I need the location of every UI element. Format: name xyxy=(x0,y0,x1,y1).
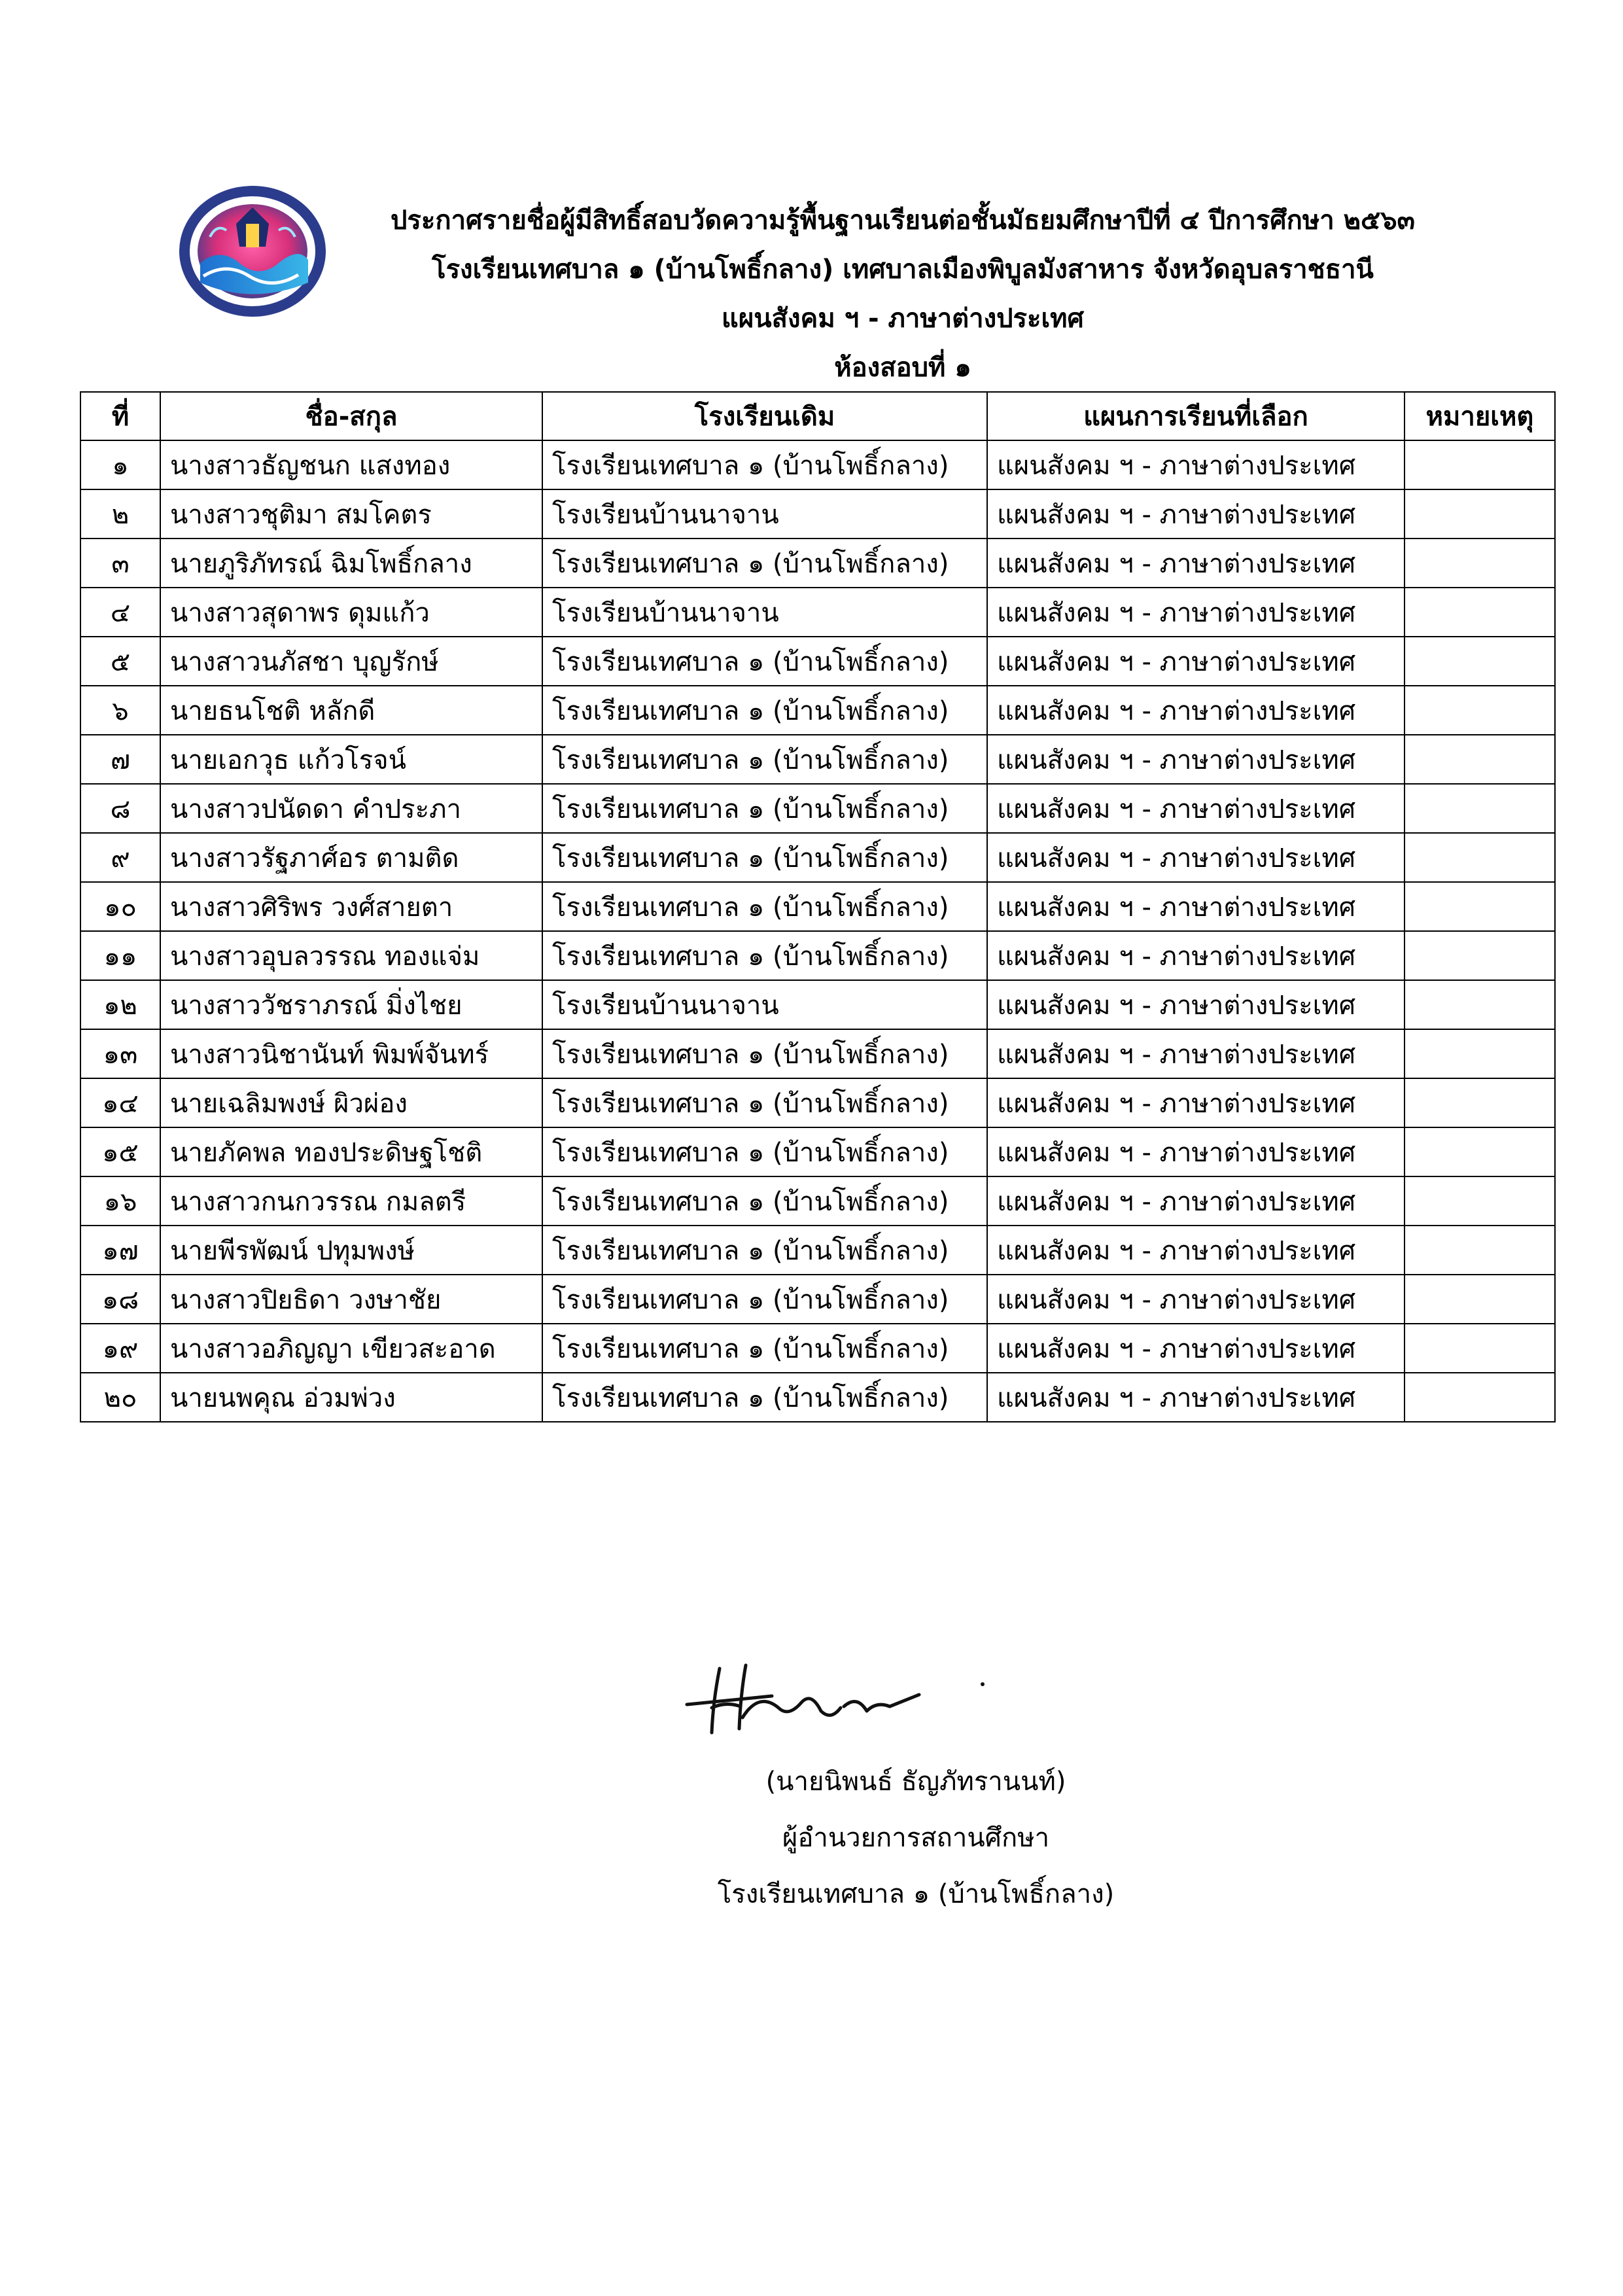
table-body xyxy=(80,440,1555,1422)
previous-school-cell: โรงเรียนบ้านนาจาน xyxy=(542,489,987,539)
remarks-cell xyxy=(1405,539,1555,588)
study-plan-cell: แผนสังคม ฯ - ภาษาต่างประเทศ xyxy=(987,882,1405,931)
previous-school-cell: โรงเรียนเทศบาล ๑ (บ้านโพธิ์กลาง) xyxy=(542,931,987,980)
row-number-cell: ๗ xyxy=(80,735,160,784)
exam-room-title: ห้องสอบที่ ๑ xyxy=(834,353,971,383)
previous-school-cell: โรงเรียนเทศบาล ๑ (บ้านโพธิ์กลาง) xyxy=(542,1275,987,1324)
study-plan-cell: แผนสังคม ฯ - ภาษาต่างประเทศ xyxy=(987,735,1405,784)
row-number-cell: ๔ xyxy=(80,588,160,637)
remarks-cell xyxy=(1405,1029,1555,1078)
previous-school-cell: โรงเรียนเทศบาล ๑ (บ้านโพธิ์กลาง) xyxy=(542,882,987,931)
study-plan-cell: แผนสังคม ฯ - ภาษาต่างประเทศ xyxy=(987,1029,1405,1078)
study-plan-cell: แผนสังคม ฯ - ภาษาต่างประเทศ xyxy=(987,784,1405,833)
remarks-cell xyxy=(1405,637,1555,686)
previous-school-cell: โรงเรียนเทศบาล ๑ (บ้านโพธิ์กลาง) xyxy=(542,1226,987,1275)
study-plan-cell: แผนสังคม ฯ - ภาษาต่างประเทศ xyxy=(987,637,1405,686)
previous-school-cell: โรงเรียนบ้านนาจาน xyxy=(542,980,987,1029)
remarks-cell xyxy=(1405,980,1555,1029)
previous-school-cell: โรงเรียนเทศบาล ๑ (บ้านโพธิ์กลาง) xyxy=(542,539,987,588)
row-number-cell: ๑๓ xyxy=(80,1029,160,1078)
study-plan-title: แผนสังคม ฯ - ภาษาต่างประเทศ xyxy=(722,304,1084,334)
table-row xyxy=(80,980,1555,1029)
table-row xyxy=(80,539,1555,588)
table-row xyxy=(80,686,1555,735)
study-plan-cell: แผนสังคม ฯ - ภาษาต่างประเทศ xyxy=(987,440,1405,489)
student-name-cell: นางสาวศิริพร วงศ์สายตา xyxy=(160,882,542,931)
announcement-title: ประกาศรายชื่อผู้มีสิทธิ์สอบวัดความรู้พื้นฐานเรียนต่อชั้นมัธยมศึกษาปีที่ ๔ ปีการศึกษา ๒๕๖๓ xyxy=(391,205,1415,236)
table-row xyxy=(80,1176,1555,1226)
column-header-previous-school: โรงเรียนเดิม xyxy=(542,392,987,440)
table-row xyxy=(80,1127,1555,1176)
signatory-name: (นายนิพนธ์ ธัญภัทรานนท์) xyxy=(765,1767,1066,1797)
student-name-cell: นางสาวปิยธิดา วงษาชัย xyxy=(160,1275,542,1324)
school-logo xyxy=(174,185,331,322)
school-municipality-line: โรงเรียนเทศบาล ๑ (บ้านโพธิ์กลาง) เทศบาลเมืองพิบูลมังสาหาร จังหวัดอุบลราชธานี xyxy=(432,255,1374,285)
student-name-cell: นางสาวอภิญญา เขียวสะอาด xyxy=(160,1324,542,1373)
student-name-cell: นายภูริภัทรณ์ ฉิมโพธิ์กลาง xyxy=(160,539,542,588)
table-row xyxy=(80,1275,1555,1324)
remarks-cell xyxy=(1405,1226,1555,1275)
remarks-cell xyxy=(1405,686,1555,735)
remarks-cell xyxy=(1405,1275,1555,1324)
remarks-cell xyxy=(1405,1324,1555,1373)
student-name-cell: นางสาวนภัสชา บุญรักษ์ xyxy=(160,637,542,686)
student-name-cell: นางสาวสุดาพร ดุมแก้ว xyxy=(160,588,542,637)
table-row xyxy=(80,588,1555,637)
school-logo-emblem-icon xyxy=(174,185,331,322)
handwritten-signature xyxy=(680,1655,988,1747)
previous-school-cell: โรงเรียนเทศบาล ๑ (บ้านโพธิ์กลาง) xyxy=(542,440,987,489)
study-plan-cell: แผนสังคม ฯ - ภาษาต่างประเทศ xyxy=(987,539,1405,588)
student-name-cell: นางสาวนิชานันท์ พิมพ์จันทร์ xyxy=(160,1029,542,1078)
table-row xyxy=(80,1324,1555,1373)
table-row xyxy=(80,784,1555,833)
row-number-cell: ๑ xyxy=(80,440,160,489)
previous-school-cell: โรงเรียนเทศบาล ๑ (บ้านโพธิ์กลาง) xyxy=(542,833,987,882)
row-number-cell: ๑๔ xyxy=(80,1078,160,1127)
student-name-cell: นางสาววัชราภรณ์ มิ่งไชย xyxy=(160,980,542,1029)
study-plan-cell: แผนสังคม ฯ - ภาษาต่างประเทศ xyxy=(987,1373,1405,1422)
student-name-cell: นางสาวรัฐภาศ์อร ตามติด xyxy=(160,833,542,882)
remarks-cell xyxy=(1405,833,1555,882)
column-header-remarks: หมายเหตุ xyxy=(1405,392,1555,440)
signatory-position: ผู้อำนวยการสถานศึกษา xyxy=(782,1823,1050,1853)
previous-school-cell: โรงเรียนเทศบาล ๑ (บ้านโพธิ์กลาง) xyxy=(542,1324,987,1373)
row-number-cell: ๑๖ xyxy=(80,1176,160,1226)
table-row xyxy=(80,1078,1555,1127)
table-header-row xyxy=(80,392,1555,440)
student-name-cell: นางสาวกนกวรรณ กมลตรี xyxy=(160,1176,542,1226)
row-number-cell: ๑๒ xyxy=(80,980,160,1029)
table-row xyxy=(80,882,1555,931)
table-row xyxy=(80,1226,1555,1275)
table-row xyxy=(80,1373,1555,1422)
row-number-cell: ๑๑ xyxy=(80,931,160,980)
table-row xyxy=(80,637,1555,686)
student-list-table xyxy=(80,391,1556,1422)
document-header xyxy=(314,196,1492,393)
student-name-cell: นายพีรพัฒน์ ปทุมพงษ์ xyxy=(160,1226,542,1275)
previous-school-cell: โรงเรียนเทศบาล ๑ (บ้านโพธิ์กลาง) xyxy=(542,1078,987,1127)
remarks-cell xyxy=(1405,735,1555,784)
study-plan-cell: แผนสังคม ฯ - ภาษาต่างประเทศ xyxy=(987,1176,1405,1226)
study-plan-cell: แผนสังคม ฯ - ภาษาต่างประเทศ xyxy=(987,1078,1405,1127)
student-name-cell: นางสาวชุติมา สมโคตร xyxy=(160,489,542,539)
row-number-cell: ๑๕ xyxy=(80,1127,160,1176)
study-plan-cell: แผนสังคม ฯ - ภาษาต่างประเทศ xyxy=(987,1127,1405,1176)
table-row xyxy=(80,931,1555,980)
previous-school-cell: โรงเรียนเทศบาล ๑ (บ้านโพธิ์กลาง) xyxy=(542,686,987,735)
study-plan-cell: แผนสังคม ฯ - ภาษาต่างประเทศ xyxy=(987,1324,1405,1373)
student-name-cell: นายธนโชติ หลักดี xyxy=(160,686,542,735)
row-number-cell: ๑๙ xyxy=(80,1324,160,1373)
remarks-cell xyxy=(1405,784,1555,833)
remarks-cell xyxy=(1405,1078,1555,1127)
previous-school-cell: โรงเรียนเทศบาล ๑ (บ้านโพธิ์กลาง) xyxy=(542,1176,987,1226)
table-row xyxy=(80,440,1555,489)
student-name-cell: นางสาวปนัดดา คำประภา xyxy=(160,784,542,833)
remarks-cell xyxy=(1405,489,1555,539)
table-row xyxy=(80,1029,1555,1078)
previous-school-cell: โรงเรียนบ้านนาจาน xyxy=(542,588,987,637)
signatory-school: โรงเรียนเทศบาล ๑ (บ้านโพธิ์กลาง) xyxy=(717,1879,1115,1909)
student-name-cell: นายเอกวุธ แก้วโรจน์ xyxy=(160,735,542,784)
study-plan-cell: แผนสังคม ฯ - ภาษาต่างประเทศ xyxy=(987,931,1405,980)
remarks-cell xyxy=(1405,588,1555,637)
table-row xyxy=(80,833,1555,882)
student-name-cell: นายนพคุณ อ่วมพ่วง xyxy=(160,1373,542,1422)
column-header-number: ที่ xyxy=(80,392,160,440)
remarks-cell xyxy=(1405,1176,1555,1226)
remarks-cell xyxy=(1405,931,1555,980)
previous-school-cell: โรงเรียนเทศบาล ๑ (บ้านโพธิ์กลาง) xyxy=(542,1029,987,1078)
row-number-cell: ๑๘ xyxy=(80,1275,160,1324)
previous-school-cell: โรงเรียนเทศบาล ๑ (บ้านโพธิ์กลาง) xyxy=(542,637,987,686)
remarks-cell xyxy=(1405,1373,1555,1422)
study-plan-cell: แผนสังคม ฯ - ภาษาต่างประเทศ xyxy=(987,489,1405,539)
row-number-cell: ๒๐ xyxy=(80,1373,160,1422)
row-number-cell: ๑๐ xyxy=(80,882,160,931)
remarks-cell xyxy=(1405,440,1555,489)
row-number-cell: ๑๗ xyxy=(80,1226,160,1275)
column-header-name: ชื่อ-สกุล xyxy=(160,392,542,440)
previous-school-cell: โรงเรียนเทศบาล ๑ (บ้านโพธิ์กลาง) xyxy=(542,1127,987,1176)
row-number-cell: ๒ xyxy=(80,489,160,539)
study-plan-cell: แผนสังคม ฯ - ภาษาต่างประเทศ xyxy=(987,588,1405,637)
remarks-cell xyxy=(1405,1127,1555,1176)
study-plan-cell: แผนสังคม ฯ - ภาษาต่างประเทศ xyxy=(987,1275,1405,1324)
row-number-cell: ๘ xyxy=(80,784,160,833)
study-plan-cell: แผนสังคม ฯ - ภาษาต่างประเทศ xyxy=(987,686,1405,735)
previous-school-cell: โรงเรียนเทศบาล ๑ (บ้านโพธิ์กลาง) xyxy=(542,735,987,784)
row-number-cell: ๕ xyxy=(80,637,160,686)
table-row xyxy=(80,735,1555,784)
table-row xyxy=(80,489,1555,539)
remarks-cell xyxy=(1405,882,1555,931)
study-plan-cell: แผนสังคม ฯ - ภาษาต่างประเทศ xyxy=(987,833,1405,882)
student-name-cell: นายเฉลิมพงษ์ ผิวผ่อง xyxy=(160,1078,542,1127)
signature-block xyxy=(589,1754,1243,1922)
student-name-cell: นางสาวธัญชนก แสงทอง xyxy=(160,440,542,489)
student-name-cell: นางสาวอุบลวรรณ ทองแจ่ม xyxy=(160,931,542,980)
row-number-cell: ๙ xyxy=(80,833,160,882)
signature-scribble-icon xyxy=(680,1655,988,1747)
column-header-study-plan: แผนการเรียนที่เลือก xyxy=(987,392,1405,440)
row-number-cell: ๖ xyxy=(80,686,160,735)
study-plan-cell: แผนสังคม ฯ - ภาษาต่างประเทศ xyxy=(987,980,1405,1029)
study-plan-cell: แผนสังคม ฯ - ภาษาต่างประเทศ xyxy=(987,1226,1405,1275)
previous-school-cell: โรงเรียนเทศบาล ๑ (บ้านโพธิ์กลาง) xyxy=(542,784,987,833)
student-name-cell: นายภัคพล ทองประดิษฐโชติ xyxy=(160,1127,542,1176)
row-number-cell: ๓ xyxy=(80,539,160,588)
previous-school-cell: โรงเรียนเทศบาล ๑ (บ้านโพธิ์กลาง) xyxy=(542,1373,987,1422)
